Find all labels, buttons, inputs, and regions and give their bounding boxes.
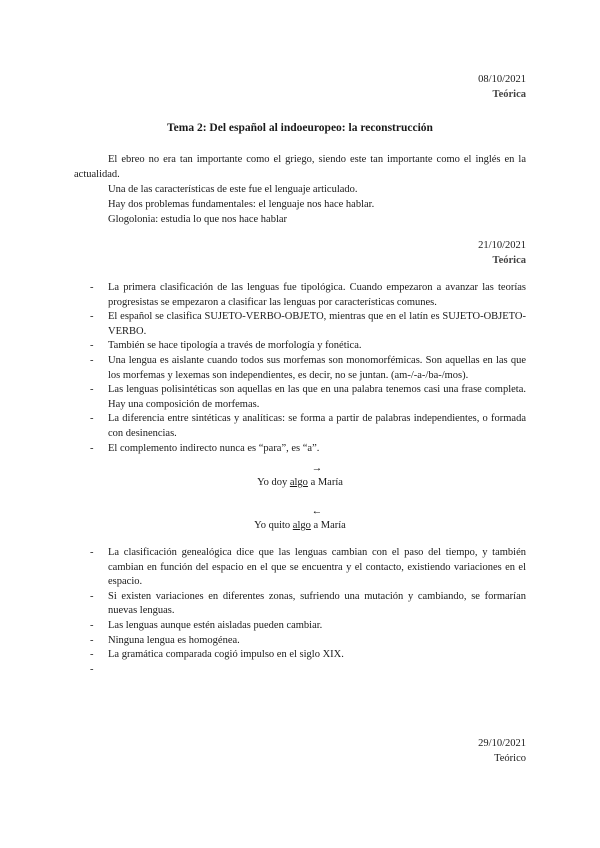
date-header-1 [478,72,526,102]
list-item: - La diferencia entre sintéticas y analíticas: se forma a partir de palabras independientes, o formada con desinencias. [90,412,526,441]
left-arrow-icon: ← [311,506,323,517]
example-text: a María [310,520,346,531]
date: 08/10/2021 [478,74,526,85]
list-item: - También se hace tipología a través de morfología y fonética. [90,339,526,354]
example-text: Yo quito [254,520,293,531]
intro-line: Una de las características de este fue el lenguaje articulado. [108,184,358,195]
example-sentence-2 [0,505,600,533]
right-arrow-icon: → [311,463,323,474]
date: 29/10/2021 [478,738,526,749]
list-item: - La clasificación genealógica dice que las lenguas cambian con el paso del tiempo, y también cambian en función del espacio en el que se encuentra y el contacto, existiendo variaciones en el espacio. [90,546,526,590]
list-item: - Ninguna lengua es homogénea. [90,634,526,649]
list-item: - El español se clasifica SUJETO-VERBO-OBJETO, mientras que en el latín es SUJETO-OBJETO-VERBO. [90,310,526,339]
intro-line: Hay dos problemas fundamentales: el lenguaje nos hace hablar. [108,199,375,210]
example-text: Yo doy [257,477,290,488]
list-item: - La primera clasificación de las lenguas fue tipológica. Cuando empezaron a avanzar las teorías progresistas se empezaron a clasificar las lenguas por características comunes. [90,281,526,310]
list-item [90,663,526,678]
list-item: - Las lenguas aunque estén aisladas pueden cambiar. [90,619,526,634]
date-header-3 [478,736,526,766]
list-item: - Las lenguas polisintéticas son aquellas en las que en una palabra tenemos casi una frase completa. Hay una composición de morfemas. [90,383,526,412]
example-underlined-word: algo [289,477,308,488]
list-item: - Una lengua es aislante cuando todos sus morfemas son monomorfémicas. Son aquellas en las que los morfemas y lexemas son independientes, es decir, no se juntan. (am-/-a-/ba-/mos). [90,354,526,383]
bullet-list-1 [90,281,526,456]
bullet-list-2 [90,546,526,677]
session-label: Teórica [492,89,526,100]
list-item: - El complemento indirecto nunca es “para”, es “a”. [90,442,526,457]
intro-paragraphs [74,152,526,227]
date-header-2 [478,238,526,268]
session-label: Teórica [492,255,526,266]
session-label: Teórico [494,753,526,764]
intro-line: Glogolonia: estudia lo que nos hace hablar [108,214,288,225]
example-underlined-word: algo [292,520,311,531]
list-item: - Si existen variaciones en diferentes zonas, sufriendo una mutación y cambiando, se formarían nuevas lenguas. [90,590,526,619]
intro-line: El ebreo no era tan importante como el griego, siendo este tan importante como el inglés en la actualidad. [74,154,526,180]
date: 21/10/2021 [478,240,526,251]
page-title: Tema 2: Del español al indoeuropeo: la reconstrucción [167,122,433,134]
example-text: a María [307,477,343,488]
list-item: - La gramática comparada cogió impulso en el siglo XIX. [90,648,526,663]
example-sentence-1 [0,462,600,490]
